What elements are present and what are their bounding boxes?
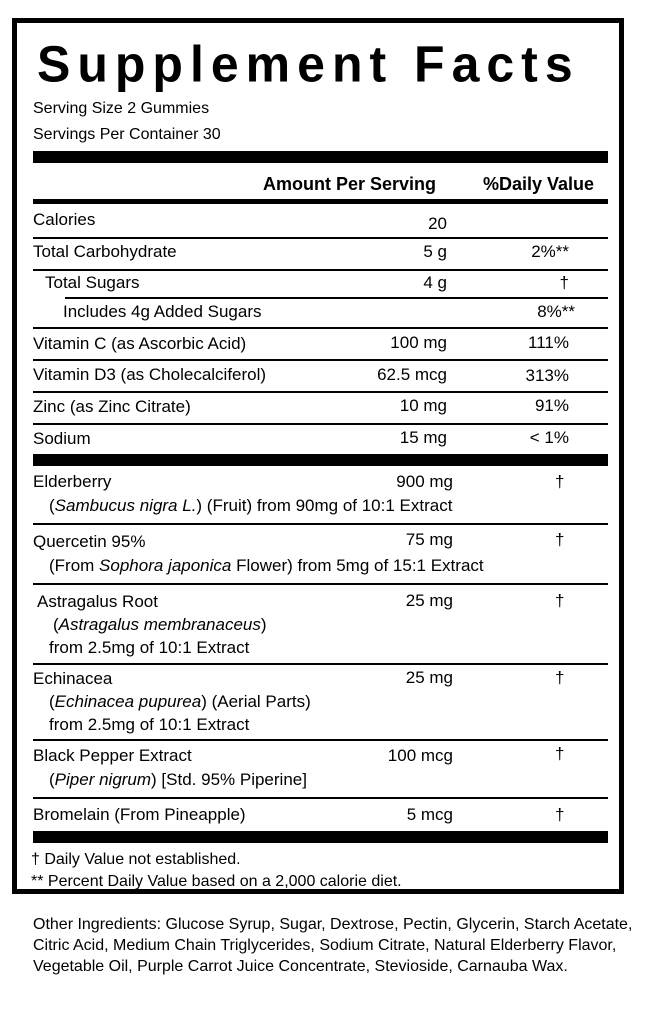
row-divider — [33, 391, 608, 393]
header-divider — [33, 199, 608, 204]
thick-divider — [33, 831, 608, 843]
ingredient-amount: 25 mg — [405, 668, 453, 687]
nutrient-amount: 15 mg — [399, 428, 447, 447]
ingredient-detail: from 2.5mg of 10:1 Extract — [49, 715, 250, 734]
ingredient-name: Echinacea — [33, 669, 113, 688]
nutrient-amount: 62.5 mcg — [377, 365, 447, 384]
ingredient-latin: (Astragalus membranaceus) — [53, 615, 267, 634]
nutrient-name: Includes 4g Added Sugars — [63, 302, 262, 321]
ingredient-detail: (From Sophora japonica Flower) from 5mg of 15:1 Extract — [49, 556, 484, 575]
ingredient-latin: (Echinacea pupurea) (Aerial Parts) — [49, 692, 311, 711]
nutrient-amount: 100 mg — [390, 333, 447, 352]
nutrient-name: Sodium — [33, 429, 91, 448]
ingredient-amount: 75 mg — [405, 530, 453, 549]
nutrient-name: Vitamin C (as Ascorbic Acid) — [33, 334, 247, 353]
nutrient-amount: 4 g — [423, 273, 447, 292]
amount-per-serving-header: Amount Per Serving — [263, 174, 437, 194]
ingredient-dv: † — [555, 805, 565, 824]
nutrient-dv: < 1% — [529, 428, 569, 447]
panel-title: Supplement Facts — [37, 35, 580, 93]
row-divider — [65, 297, 608, 299]
nutrient-amount: 5 g — [423, 242, 447, 261]
ingredient-amount: 5 mcg — [406, 805, 453, 824]
nutrient-dv: 111% — [528, 333, 569, 352]
row-divider — [33, 797, 608, 799]
row-divider — [33, 663, 608, 665]
ingredient-dv: † — [555, 530, 565, 549]
row-divider — [33, 237, 608, 239]
supplement-facts-panel — [12, 18, 624, 894]
serving-size: Serving Size 2 Gummies — [33, 100, 210, 117]
ingredient-amount: 100 mcg — [387, 746, 453, 765]
ingredient-detail: (Sambucus nigra L.) (Fruit) from 90mg of 10:1 Extract — [49, 496, 453, 515]
nutrient-dv: 8%** — [537, 302, 575, 321]
thick-divider — [33, 151, 608, 163]
other-ingredients: Other Ingredients: Glucose Syrup, Sugar, Dextrose, Pectin, Glycerin, Starch Acetate, Citric Acid, Medium Chain Triglycerides, Sodium Citrate, Natural Elderberry Flavor, Vegetable Oil, Purple Carrot Juice Concentrate, Stevioside, Carnauba Wax. — [33, 916, 633, 975]
nutrient-amount: 10 mg — [399, 396, 447, 415]
row-divider — [33, 523, 608, 525]
nutrient-amount: 20 — [428, 214, 447, 233]
ingredient-dv: † — [555, 591, 565, 610]
nutrient-name: Total Sugars — [45, 273, 140, 292]
row-divider — [33, 583, 608, 585]
ingredient-dv: † — [555, 744, 565, 763]
nutrient-dv: 91% — [534, 396, 569, 415]
nutrient-name: Zinc (as Zinc Citrate) — [33, 397, 191, 416]
daily-value-header: %Daily Value — [483, 174, 595, 194]
ingredient-amount: 900 mg — [396, 472, 453, 491]
ingredient-name: Astragalus Root — [37, 592, 158, 611]
row-divider — [33, 423, 608, 425]
ingredient-detail: from 2.5mg of 10:1 Extract — [49, 638, 250, 657]
nutrient-dv: † — [559, 273, 569, 292]
ingredient-name: Bromelain (From Pineapple) — [33, 805, 246, 824]
nutrient-dv: 2%** — [531, 242, 569, 261]
row-divider — [33, 327, 608, 329]
ingredient-name: Elderberry — [33, 472, 112, 491]
servings-per-container: Servings Per Container 30 — [33, 126, 221, 143]
row-divider — [33, 269, 608, 271]
ingredient-detail: (Piper nigrum) [Std. 95% Piperine] — [49, 770, 307, 789]
row-divider — [33, 359, 608, 361]
footnote-dagger: † Daily Value not established. — [31, 851, 241, 868]
footnote-daily-value: ** Percent Daily Value based on a 2,000 calorie diet. — [31, 873, 402, 890]
ingredient-dv: † — [555, 472, 565, 491]
ingredient-dv: † — [555, 668, 565, 687]
ingredient-name: Black Pepper Extract — [33, 746, 192, 765]
nutrient-name: Calories — [33, 210, 96, 229]
row-divider — [33, 739, 608, 741]
nutrient-name: Total Carbohydrate — [33, 242, 177, 261]
ingredient-name: Quercetin 95% — [33, 532, 146, 551]
thick-divider — [33, 454, 608, 466]
ingredient-amount: 25 mg — [405, 591, 453, 610]
nutrient-name: Vitamin D3 (as Cholecalciferol) — [33, 365, 267, 384]
nutrient-dv: 313% — [525, 366, 569, 385]
